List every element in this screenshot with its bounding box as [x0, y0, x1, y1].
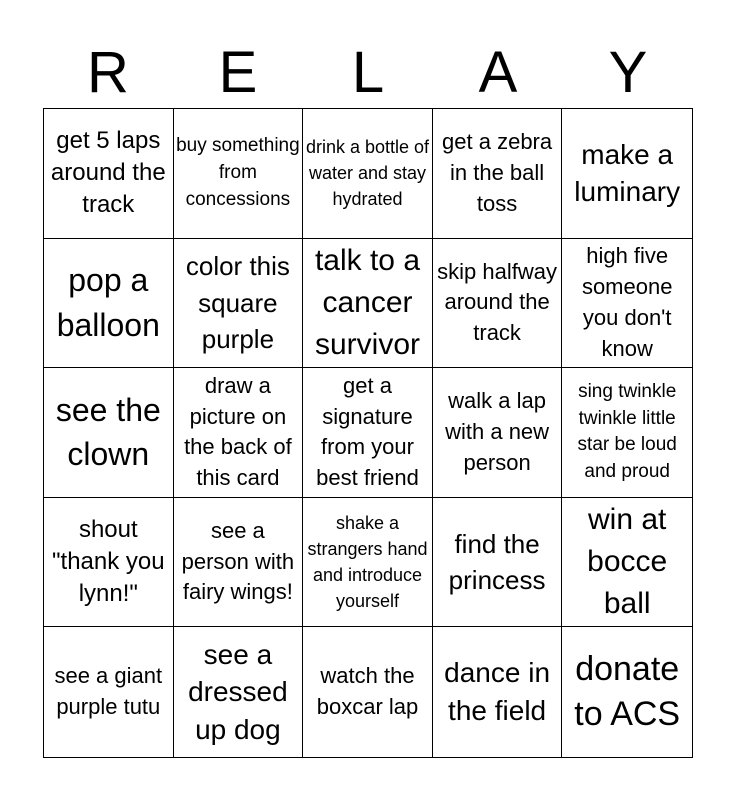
bingo-square[interactable] — [303, 109, 433, 239]
bingo-square[interactable] — [562, 368, 692, 498]
bingo-square[interactable] — [562, 627, 692, 757]
square-text: get 5 laps around the track — [50, 126, 166, 219]
bingo-square[interactable] — [174, 368, 304, 498]
square-text: find the princess — [448, 528, 546, 596]
square-text: make a luminary — [574, 138, 681, 208]
bingo-square[interactable] — [562, 498, 692, 628]
bingo-square[interactable] — [433, 498, 563, 628]
square-text: shout "thank you lynn!" — [52, 515, 165, 608]
bingo-square[interactable] — [174, 239, 304, 369]
square-text: high five someone you don't know — [581, 243, 673, 361]
bingo-square[interactable] — [174, 627, 304, 757]
bingo-square[interactable] — [44, 627, 174, 757]
bingo-square[interactable] — [303, 627, 433, 757]
square-text: walk a lap with a new person — [445, 388, 550, 475]
square-text: watch the boxcar lap — [316, 663, 419, 720]
square-text: skip halfway around the track — [437, 258, 558, 346]
bingo-title — [43, 38, 693, 108]
square-text: pop a balloon — [56, 262, 160, 343]
title-letter: E — [218, 40, 258, 105]
square-text: get a signature from your best friend — [316, 372, 419, 491]
bingo-square[interactable] — [174, 498, 304, 628]
bingo-square[interactable] — [303, 368, 433, 498]
square-text: draw a picture on the back of this card — [184, 372, 292, 491]
square-text: get a zebra in the ball toss — [442, 129, 553, 216]
bingo-square[interactable] — [44, 498, 174, 628]
square-text: talk to a cancer survivor — [314, 243, 421, 361]
square-text: see a dressed up dog — [188, 638, 288, 746]
square-text: shake a strangers hand and introduce yourself — [307, 512, 428, 612]
bingo-board — [43, 108, 693, 758]
bingo-square[interactable] — [433, 109, 563, 239]
bingo-square[interactable] — [174, 109, 304, 239]
bingo-square[interactable] — [433, 368, 563, 498]
title-letter: L — [351, 40, 385, 105]
square-text: see a person with fairy wings! — [181, 517, 295, 605]
bingo-square[interactable] — [433, 239, 563, 369]
bingo-square[interactable] — [44, 239, 174, 369]
bingo-square[interactable] — [562, 239, 692, 369]
square-text: dance in the field — [444, 657, 551, 727]
square-text: color this square purple — [185, 251, 290, 355]
title-letter: R — [87, 40, 129, 105]
bingo-square[interactable] — [303, 239, 433, 369]
square-text: win at bocce ball — [587, 503, 668, 621]
square-text: drink a bottle of water and stay hydrated — [305, 137, 430, 210]
bingo-square[interactable] — [303, 498, 433, 628]
square-text: sing twinkle twinkle little star be loud and proud — [577, 381, 677, 483]
square-text: see the clown — [55, 391, 161, 473]
title-letter: Y — [608, 40, 648, 105]
square-text: see a giant purple tutu — [54, 663, 163, 720]
bingo-square[interactable] — [562, 109, 692, 239]
bingo-square[interactable] — [433, 627, 563, 757]
square-text: buy something from concessions — [176, 135, 300, 210]
bingo-square[interactable] — [44, 368, 174, 498]
title-letter: A — [478, 40, 518, 105]
bingo-square[interactable] — [44, 109, 174, 239]
square-text: donate to ACS — [574, 650, 681, 734]
